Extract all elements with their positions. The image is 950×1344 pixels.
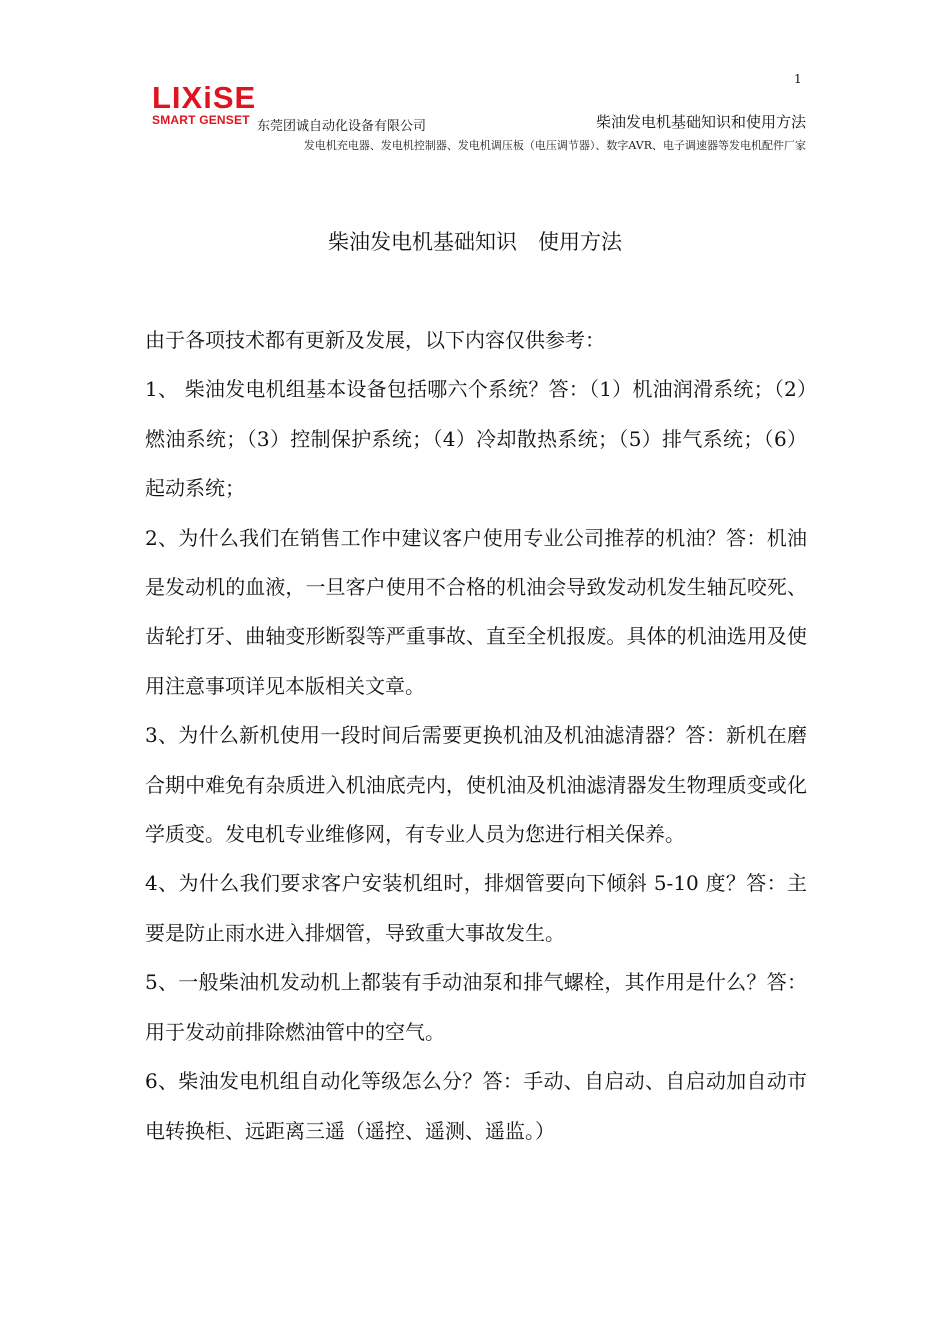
document-title: 柴油发电机基础知识 使用方法 (328, 230, 622, 254)
header-doc-title: 柴油发电机基础知识和使用方法 (595, 113, 806, 131)
company-name: 东莞团诚自动化设备有限公司 (257, 119, 427, 134)
qa-paragraph-3: 3、为什么新机使用一段时间后需要更换机油及机油滤清器？答：新机在磨合期中难免有杂质进入机油底壳内，使机油及机油滤清器发生物理质变或化学质变。发电机专业维修网，有专业人员为您进行相关保养。 (145, 723, 807, 847)
document-body (145, 316, 807, 1156)
qa-paragraph-5: 5、一般柴油机发动机上都装有手动油泵和排气螺栓，其作用是什么？答：用于发动前排除燃油管中的空气。 (145, 970, 807, 1044)
qa-paragraph-6: 6、柴油发电机组自动化等级怎么分？答：手动、自启动、自启动加自动市电转换柜、远距离三遥（遥控、遥测、遥监。） (145, 1069, 807, 1143)
intro-paragraph: 由于各项技术都有更新及发展，以下内容仅供参考： (145, 328, 605, 352)
page-number: 1 (794, 72, 802, 86)
company-logo (152, 80, 257, 127)
logo-tagline: SMART GENSET (152, 113, 250, 127)
qa-paragraph-2: 2、为什么我们在销售工作中建议客户使用专业公司推荐的机油？答：机油是发动机的血液，一旦客户使用不合格的机油会导致发动机发生轴瓦咬死、齿轮打牙、曲轴变形断裂等严重事故、直至全机报废。具体的机油选用及使用注意事项详见本版相关文章。 (145, 525, 807, 698)
qa-paragraph-4: 4、为什么我们要求客户安装机组时，排烟管要向下倾斜 5-10 度？答：主要是防止雨水进入排烟管，导致重大事故发生。 (145, 871, 807, 945)
logo-wordmark: LIXiSE (152, 80, 257, 115)
header-tagline: 发电机充电器、发电机控制器、发电机调压板（电压调节器）、数字AVR、电子调速器等发电机配件厂家 (303, 139, 806, 152)
qa-paragraph-1: 1、 柴油发电机组基本设备包括哪六个系统？答：（1）机油润滑系统；（2）燃油系统；（3）控制保护系统；（4）冷却散热系统；（5）排气系统；（6）起动系统； (145, 377, 807, 501)
